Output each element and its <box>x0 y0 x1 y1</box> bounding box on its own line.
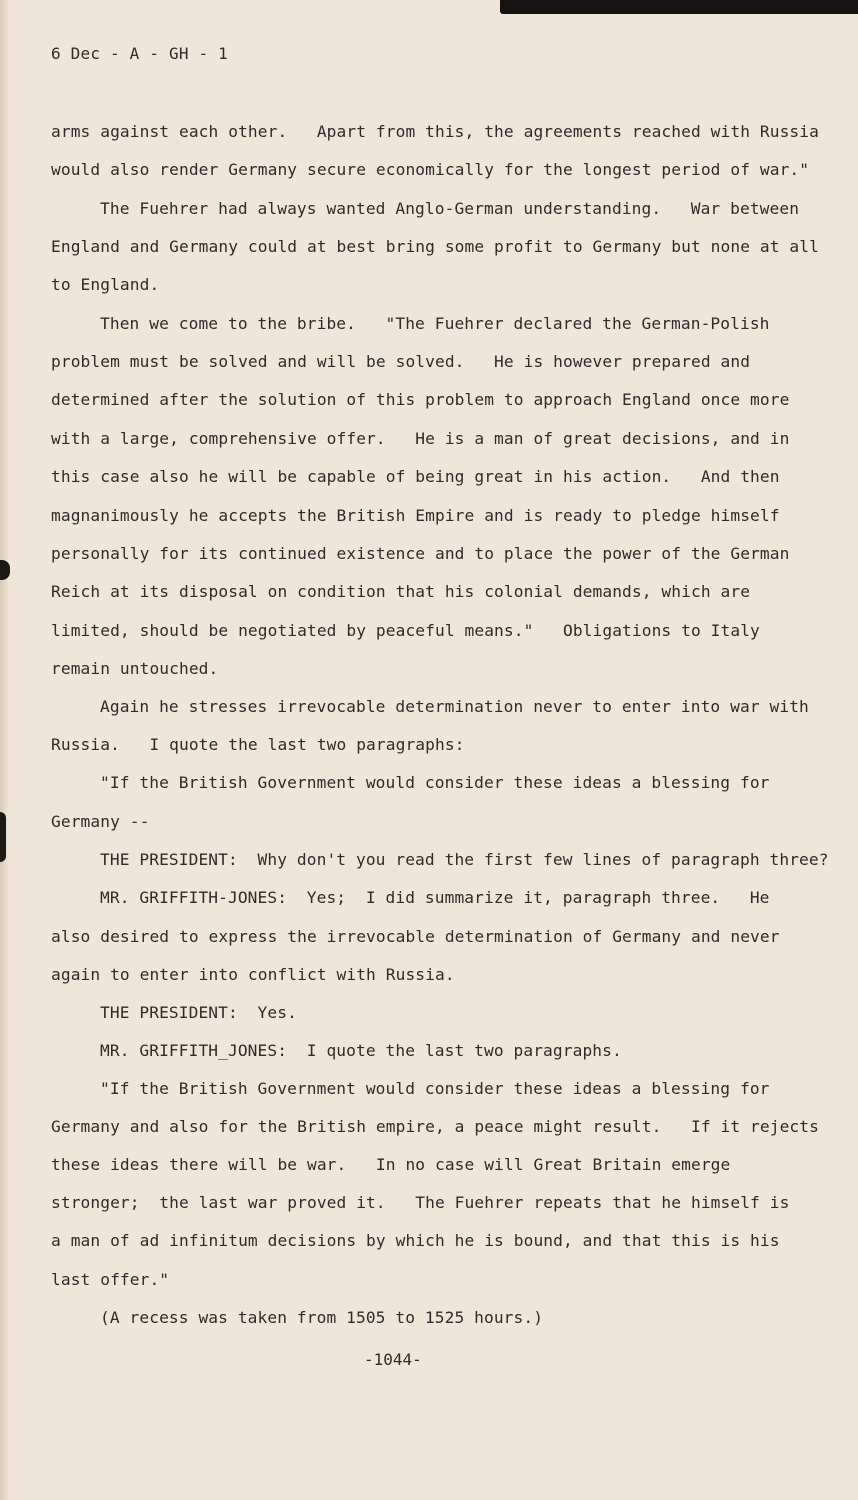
text-line: Germany and also for the British empire, a peace might result. If it rejects <box>51 1117 819 1136</box>
text-line: these ideas there will be war. In no case will Great Britain emerge <box>51 1155 731 1174</box>
text-line: (A recess was taken from 1505 to 1525 hours.) <box>100 1308 544 1327</box>
text-line: to England. <box>51 275 160 294</box>
page-header: 6 Dec - A - GH - 1 <box>51 44 228 63</box>
text-line: also desired to express the irrevocable determination of Germany and never <box>51 927 780 946</box>
text-line: "If the British Government would consider these ideas a blessing for <box>100 1079 770 1098</box>
text-line: would also render Germany secure economically for the longest period of war." <box>51 160 810 179</box>
page-tab-shadow <box>500 0 858 14</box>
text-line: THE PRESIDENT: Yes. <box>100 1003 297 1022</box>
text-line: problem must be solved and will be solved. He is however prepared and <box>51 352 751 371</box>
text-line: MR. GRIFFITH-JONES: Yes; I did summarize it, paragraph three. He <box>100 888 770 907</box>
page-number: -1044- <box>364 1350 422 1369</box>
text-line: this case also he will be capable of being great in his action. And then <box>51 467 780 486</box>
text-line: Then we come to the bribe. "The Fuehrer declared the German-Polish <box>100 314 770 333</box>
text-line: "If the British Government would consider these ideas a blessing for <box>100 773 770 792</box>
text-line: Germany -- <box>51 812 150 831</box>
text-line: magnanimously he accepts the British Empire and is ready to pledge himself <box>51 506 780 525</box>
text-line: stronger; the last war proved it. The Fuehrer repeats that he himself is <box>51 1193 790 1212</box>
text-line: Reich at its disposal on condition that his colonial demands, which are <box>51 582 751 601</box>
text-line: determined after the solution of this problem to approach England once more <box>51 390 790 409</box>
binding-mark <box>0 812 6 862</box>
text-line: with a large, comprehensive offer. He is a man of great decisions, and in <box>51 429 790 448</box>
text-line: arms against each other. Apart from this, the agreements reached with Russia <box>51 122 819 141</box>
text-line: MR. GRIFFITH_JONES: I quote the last two paragraphs. <box>100 1041 622 1060</box>
text-line: Russia. I quote the last two paragraphs: <box>51 735 465 754</box>
binding-hole <box>0 560 10 580</box>
text-line: limited, should be negotiated by peaceful means." Obligations to Italy <box>51 621 760 640</box>
text-line: The Fuehrer had always wanted Anglo-German understanding. War between <box>100 199 800 218</box>
text-line: again to enter into conflict with Russia. <box>51 965 455 984</box>
text-line: last offer." <box>51 1270 170 1289</box>
text-line: remain untouched. <box>51 659 219 678</box>
page-left-edge <box>0 0 8 1500</box>
text-line: THE PRESIDENT: Why don't you read the first few lines of paragraph three? <box>100 850 829 869</box>
text-line: England and Germany could at best bring some profit to Germany but none at all <box>51 237 819 256</box>
text-line: a man of ad infinitum decisions by which he is bound, and that this is his <box>51 1231 780 1250</box>
text-line: Again he stresses irrevocable determination never to enter into war with <box>100 697 809 716</box>
text-line: personally for its continued existence and to place the power of the German <box>51 544 790 563</box>
